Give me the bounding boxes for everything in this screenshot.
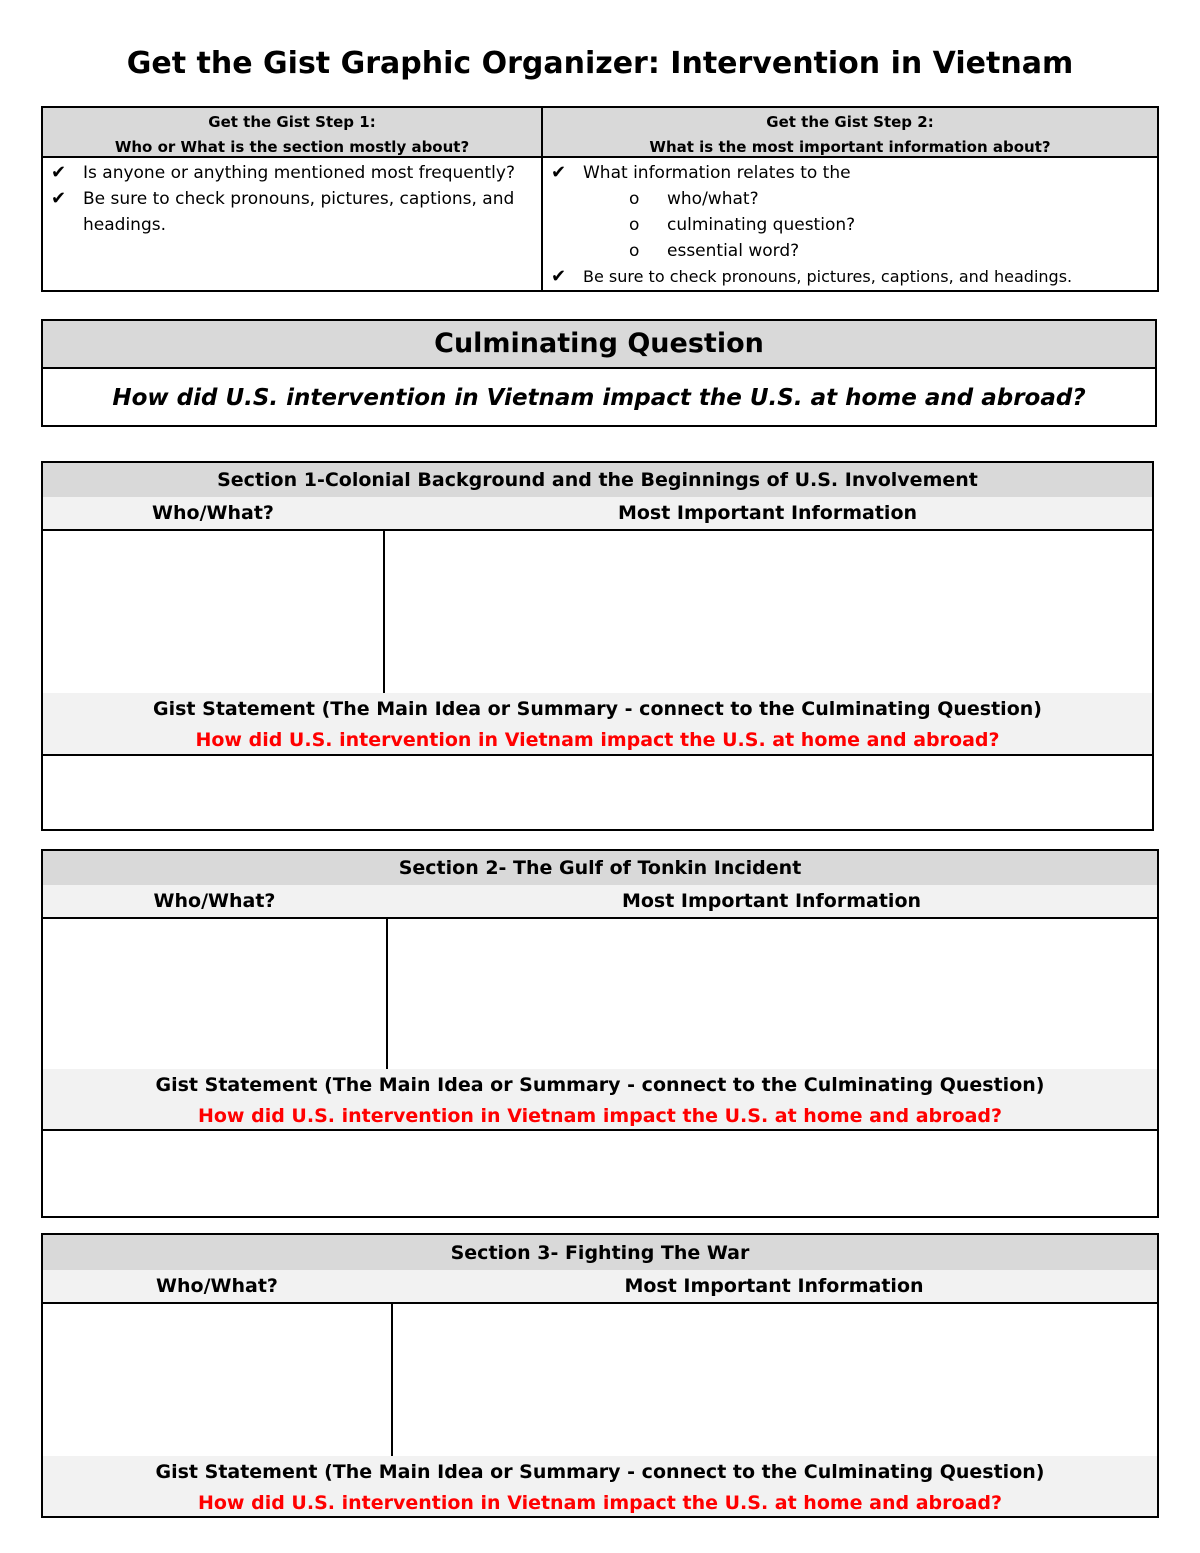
step1-heading-line1: Get the Gist Step 1:: [208, 113, 376, 131]
step2-check-text: What information relates to the: [583, 163, 851, 183]
most-important-info-answer-cell[interactable]: [391, 1302, 1157, 1458]
step1-column: [43, 108, 543, 290]
most-important-info-answer-cell[interactable]: [386, 917, 1157, 1071]
culminating-question-box: [41, 319, 1157, 427]
section-title: Section 3- Fighting The War: [43, 1235, 1157, 1272]
checkmark-icon: ✔: [551, 266, 567, 287]
step2-subitem: [551, 212, 1149, 238]
step2-subitem: [551, 186, 1149, 212]
section-1: [41, 461, 1154, 831]
section-2: [41, 849, 1159, 1218]
step2-heading: [543, 108, 1157, 158]
culminating-question-text: How did U.S. intervention in Vietnam impact the U.S. at home and abroad?: [112, 385, 1086, 411]
gist-statement-answer-area[interactable]: [43, 756, 1152, 829]
who-what-header: Who/What?: [43, 497, 385, 531]
gist-steps-table: [41, 106, 1159, 292]
step2-check-text: Be sure to check pronouns, pictures, captions, and headings.: [583, 267, 1073, 286]
section-title: Section 1-Colonial Background and the Beginnings of U.S. Involvement: [43, 463, 1152, 499]
checkmark-icon: ✔: [51, 162, 67, 183]
step2-subitem-text: culminating question?: [667, 215, 856, 235]
step2-check-item: [551, 160, 1149, 186]
step2-column: [543, 108, 1157, 290]
step2-check-item: [551, 264, 1149, 290]
step1-check-item: [51, 186, 533, 238]
step2-subitem-text: who/what?: [667, 189, 759, 209]
who-what-answer-cell[interactable]: [43, 529, 385, 695]
step1-check-text: Be sure to check pronouns, pictures, captions, and headings.: [83, 189, 515, 235]
gist-statement-label: Gist Statement (The Main Idea or Summary - connect to the Culminating Question): [155, 1074, 1045, 1096]
step1-check-text: Is anyone or anything mentioned most frequently?: [83, 163, 515, 183]
step2-body: [543, 158, 1157, 292]
section-3: [41, 1233, 1159, 1518]
step1-check-item: [51, 160, 533, 186]
who-what-header: Who/What?: [43, 1270, 393, 1304]
gist-statement-label: Gist Statement (The Main Idea or Summary - connect to the Culminating Question): [153, 698, 1042, 720]
page-title: Get the Gist Graphic Organizer: Intervention in Vietnam: [126, 46, 1074, 81]
most-important-info-header: Most Important Information: [391, 1270, 1157, 1304]
bullet-icon: o: [629, 215, 640, 235]
bullet-icon: o: [629, 241, 640, 261]
who-what-header: Who/What?: [43, 885, 388, 919]
gist-statement-header: [43, 1456, 1157, 1516]
step2-heading-line1: Get the Gist Step 2:: [766, 113, 934, 131]
step1-heading-line2: Who or What is the section mostly about?: [114, 138, 470, 156]
section-title: Section 2- The Gulf of Tonkin Incident: [43, 851, 1157, 887]
most-important-info-header: Most Important Information: [386, 885, 1157, 919]
gist-statement-header: [43, 1069, 1157, 1131]
culminating-question-heading: Culminating Question: [43, 321, 1155, 369]
step2-heading-line2: What is the most important information about?: [649, 138, 1051, 156]
gist-statement-header: [43, 693, 1152, 756]
step2-subitem: [551, 238, 1149, 264]
bullet-icon: o: [629, 189, 640, 209]
checkmark-icon: ✔: [51, 188, 67, 209]
who-what-answer-cell[interactable]: [43, 917, 388, 1071]
checkmark-icon: ✔: [551, 162, 567, 183]
gist-statement-question: How did U.S. intervention in Vietnam impact the U.S. at home and abroad?: [195, 729, 1000, 751]
step2-subitem-text: essential word?: [667, 241, 800, 261]
gist-statement-question: How did U.S. intervention in Vietnam impact the U.S. at home and abroad?: [197, 1105, 1003, 1127]
who-what-answer-cell[interactable]: [43, 1302, 393, 1458]
step1-body: [43, 158, 541, 240]
gist-statement-question: How did U.S. intervention in Vietnam impact the U.S. at home and abroad?: [197, 1492, 1003, 1514]
most-important-info-header: Most Important Information: [383, 497, 1152, 531]
step1-heading: [43, 108, 541, 158]
most-important-info-answer-cell[interactable]: [383, 529, 1152, 695]
gist-statement-label: Gist Statement (The Main Idea or Summary - connect to the Culminating Question): [155, 1461, 1045, 1483]
gist-statement-answer-area[interactable]: [43, 1131, 1157, 1216]
